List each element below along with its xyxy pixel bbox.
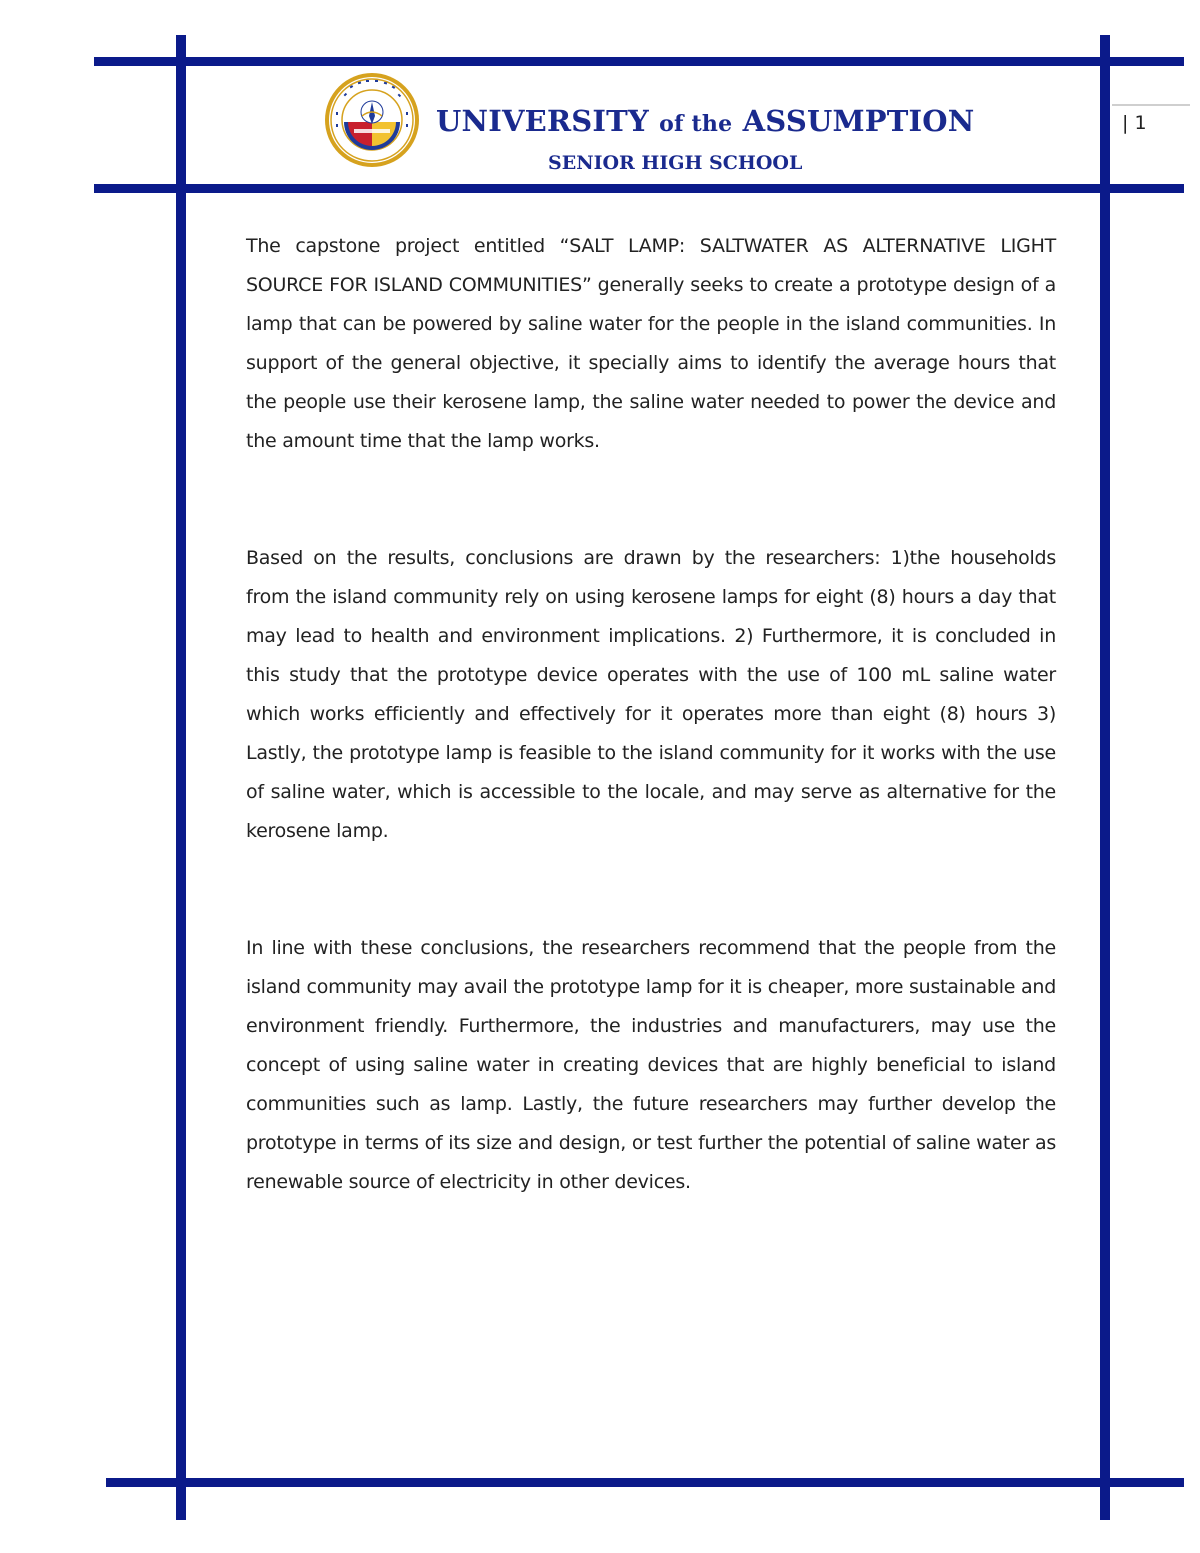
university-name-part-2: ASSUMPTION [742,104,975,138]
frame-top-rule [94,57,1184,66]
abstract-paragraph-2: Based on the results, conclusions are drawn by the researchers: 1)the households from the island community rely on using kerosene lamps for eight (8) hours a day that may lead to health and environment implications. 2) Furthermore, it is concluded in this study that the prototype device operates with the use of 100 mL saline water which works efficiently and effectively for it operates more than eight (8) hours 3) Lastly, the prototype lamp is feasible to the island community for it works with the use of saline water, which is accessible to the locale, and may serve as alternative for the kerosene lamp. [246,547,1056,842]
university-seal-logo [324,72,420,168]
page-number: | 1 [1122,112,1147,134]
university-name [436,104,974,138]
university-name-of-the: of the [659,111,733,137]
school-name: SENIOR HIGH SCHOOL [548,152,803,174]
frame-left-rule [176,35,186,1520]
abstract-paragraph-3: In line with these conclusions, the researchers recommend that the people from the island community may avail the prototype lamp for it is cheaper, more sustainable and environment friendly. Furthermore, the industries and manufacturers, may use the concept of using saline water in creating devices that are highly beneficial to island communities such as lamp. Lastly, the future researchers may further develop the prototype in terms of its size and design, or test further the potential of saline water as renewable source of electricity in other devices. [246,937,1056,1193]
frame-right-rule [1100,35,1110,1520]
frame-bottom-rule [106,1478,1184,1487]
abstract-paragraph-1: The capstone project entitled “SALT LAMP: SALTWATER AS ALTERNATIVE LIGHT SOURCE FOR ISLAND COMMUNITIES” generally seeks to create a prototype design of a lamp that can be powered by saline water for the people in the island communities. In support of the general objective, it specially aims to identify the average hours that the people use their kerosene lamp, the saline water needed to power the device and the amount time that the lamp works. [246,235,1056,452]
page-number-rule [1112,104,1190,106]
university-name-part-1: UNIVERSITY [436,104,649,138]
frame-header-rule [94,184,1184,193]
